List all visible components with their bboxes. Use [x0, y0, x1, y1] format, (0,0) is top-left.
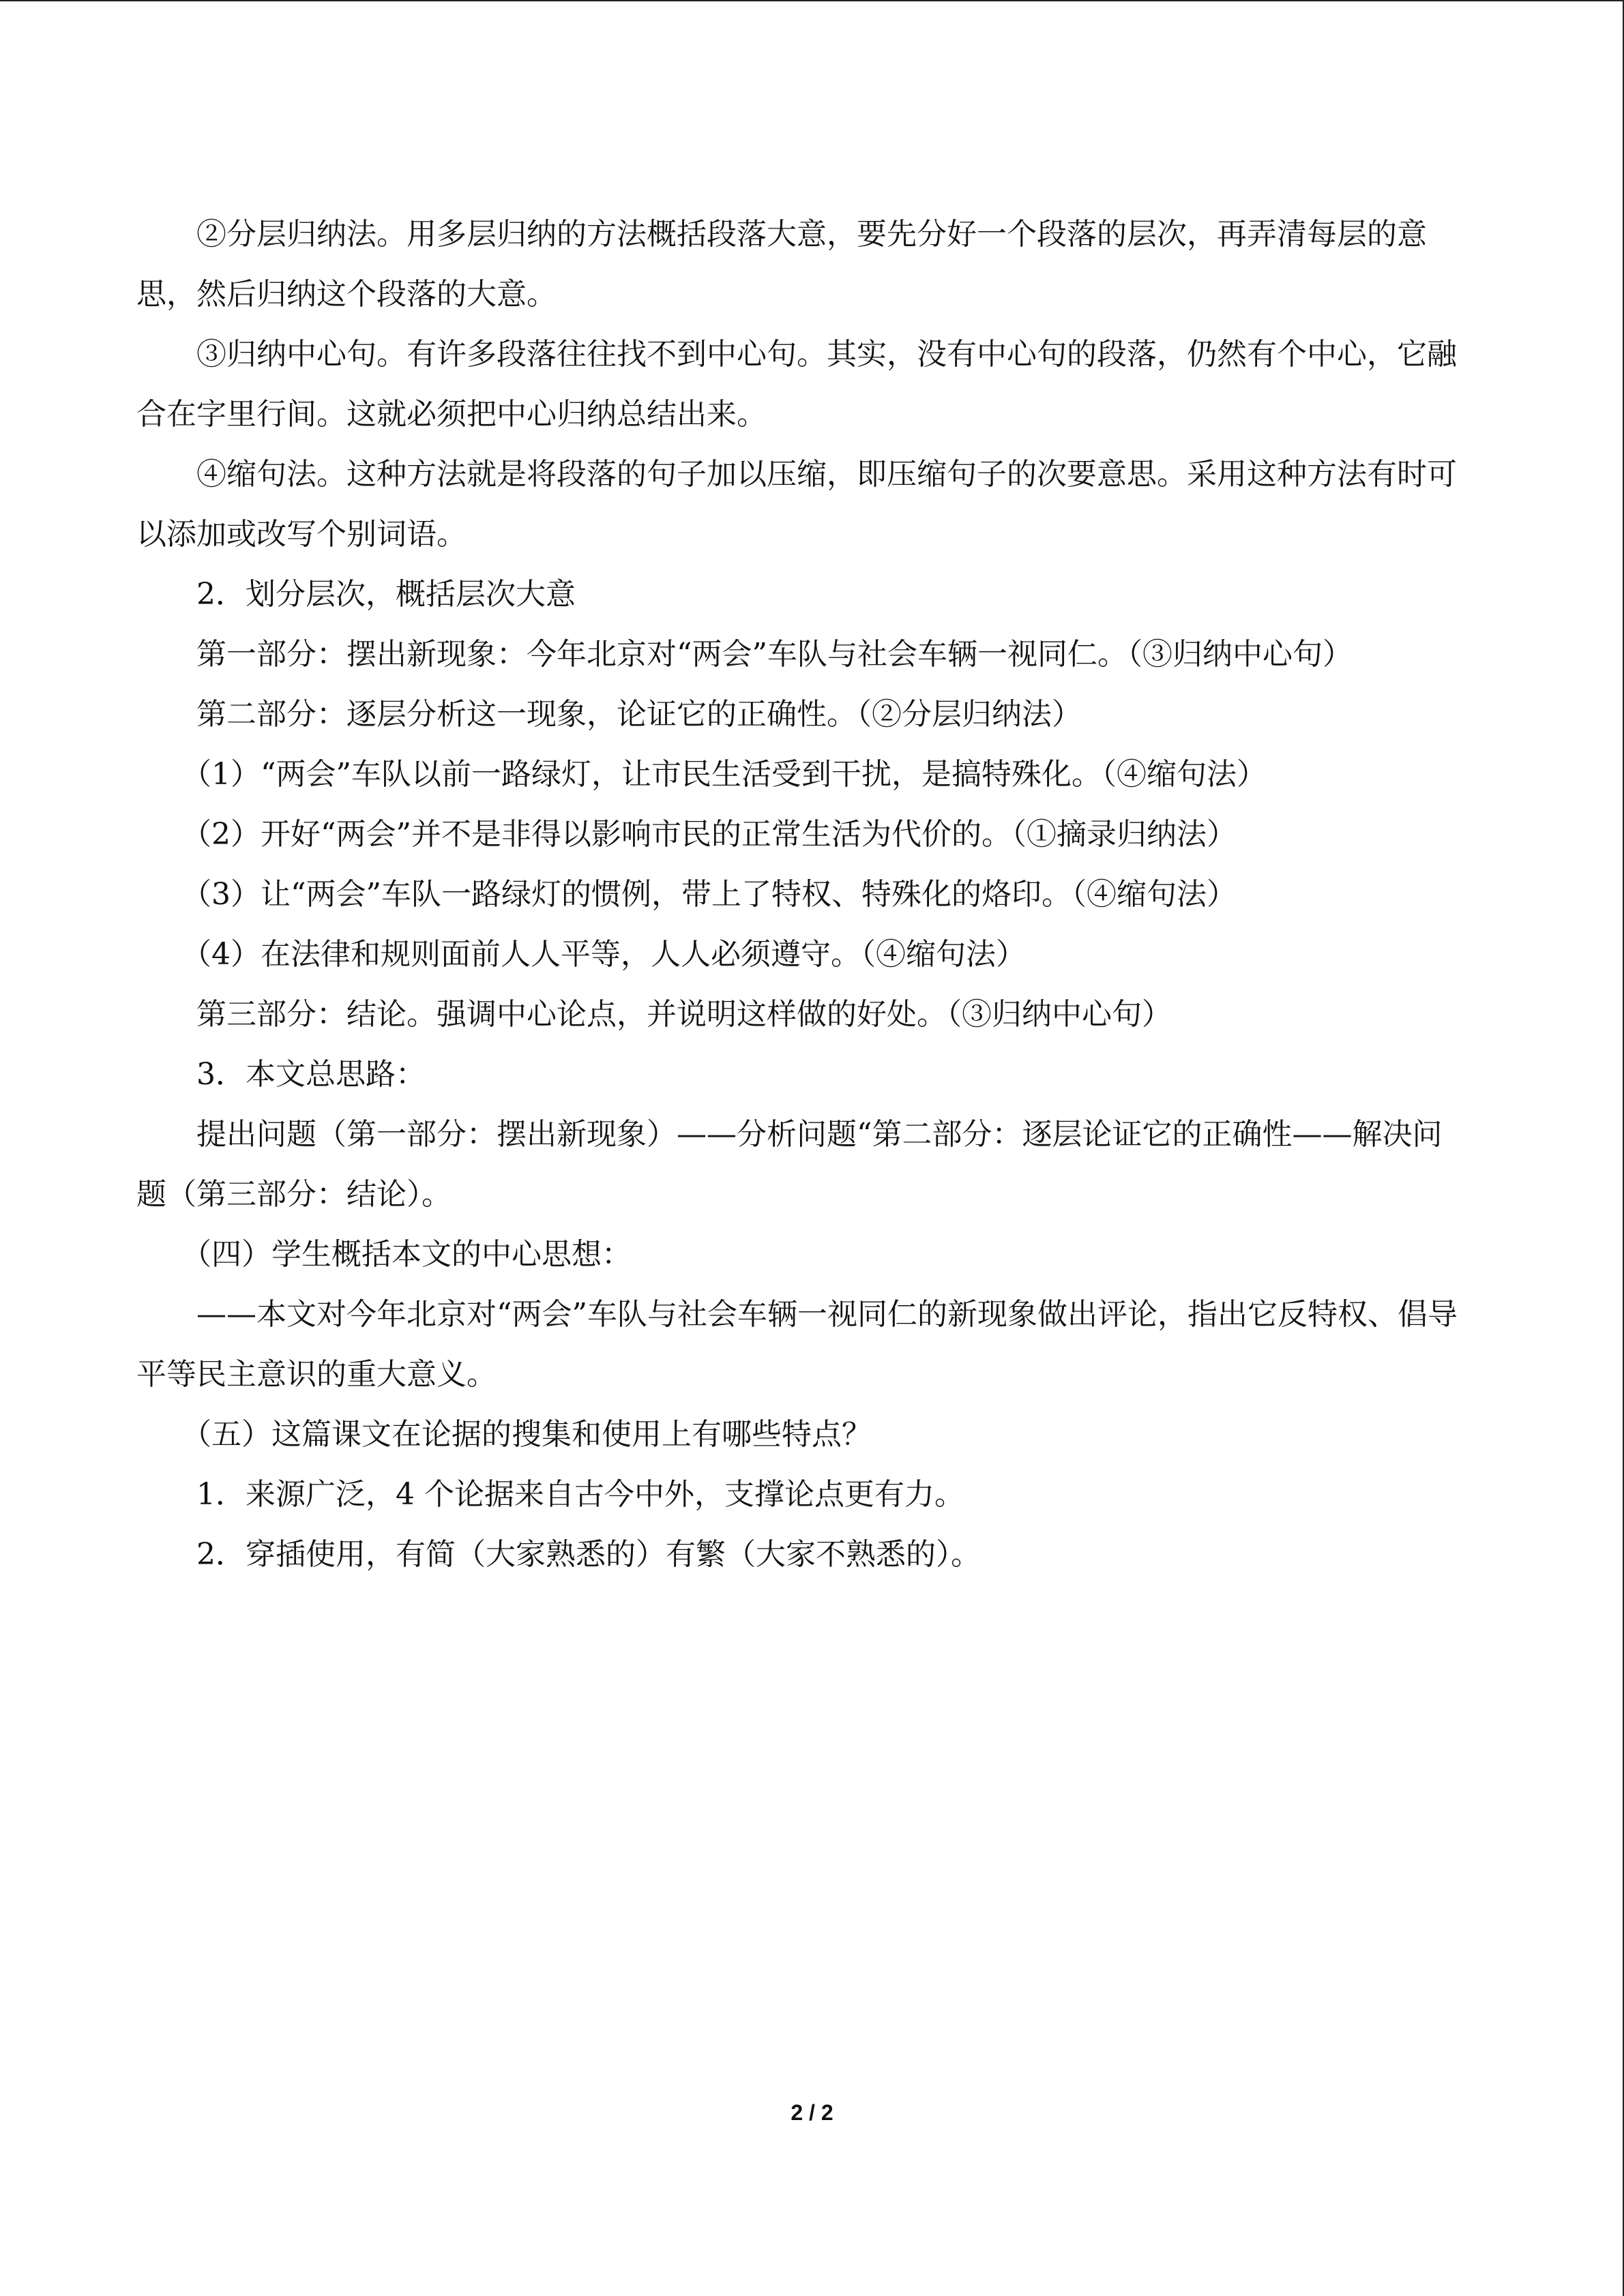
section-heading-overall-approach: 3．本文总思路：	[196, 1057, 426, 1092]
list-item: （4）在法律和规则面前人人平等，人人必须遵守。（④缩句法）	[181, 937, 1026, 972]
paragraph-method-central-sentence: ③归纳中心句。有许多段落往往找不到中心句。其实，没有中心句的段落，仍然有个中心，它融合在字里行间。这就必须把中心归纳总结出来。	[136, 337, 1457, 432]
list-item: （1）“两会”车队以前一路绿灯，让市民生活受到干扰，是搞特殊化。（④缩句法）	[181, 757, 1267, 792]
document-body	[136, 205, 1466, 1585]
list-item: 1．来源广泛，4 个论据来自古今中外，支撑论点更有力。	[196, 1477, 964, 1512]
paragraph-part-two: 第二部分：逐层分析这一现象，论证它的正确性。（②分层归纳法）	[196, 697, 1082, 732]
section-heading-evidence: （五）这篇课文在论据的搜集和使用上有哪些特点？	[181, 1417, 872, 1452]
section-heading-central-idea: （四）学生概括本文的中心思想：	[181, 1237, 632, 1272]
list-item: （2）开好“两会”并不是非得以影响市民的正常生活为代价的。（①摘录归纳法）	[181, 817, 1237, 852]
list-item: （3）让“两会”车队一路绿灯的惯例，带上了特权、特殊化的烙印。（④缩句法）	[181, 877, 1237, 912]
paragraph-part-three: 第三部分：结论。强调中心论点，并说明这样做的好处。（③归纳中心句）	[196, 997, 1172, 1032]
list-item: 2．穿插使用，有简（大家熟悉的）有繁（大家不熟悉的）。	[196, 1537, 981, 1572]
paragraph-part-one: 第一部分：摆出新现象：今年北京对“两会”车队与社会车辆一视同仁。（③归纳中心句）	[196, 637, 1353, 672]
paragraph-central-idea: ——本文对今年北京对“两会”车队与社会车辆一视同仁的新现象做出评论，指出它反特权、倡导平等民主意识的重大意义。	[136, 1297, 1458, 1392]
section-heading-layers: 2．划分层次，概括层次大意	[196, 577, 576, 612]
paragraph-method-condense: ④缩句法。这种方法就是将段落的句子加以压缩，即压缩句子的次要意思。采用这种方法有时可以添加或改写个别词语。	[136, 457, 1457, 552]
paragraph-method-layered: ②分层归纳法。用多层归纳的方法概括段落大意，要先分好一个段落的层次，再弄清每层的意思，然后归纳这个段落的大意。	[136, 217, 1427, 312]
top-border-rule	[0, 0, 1624, 1]
paragraph-overall-approach: 提出问题（第一部分：摆出新现象）——分析问题“第二部分：逐层论证它的正确性——解决问题（第三部分：结论）。	[136, 1117, 1443, 1212]
page-number: 2 / 2	[791, 2100, 833, 2125]
